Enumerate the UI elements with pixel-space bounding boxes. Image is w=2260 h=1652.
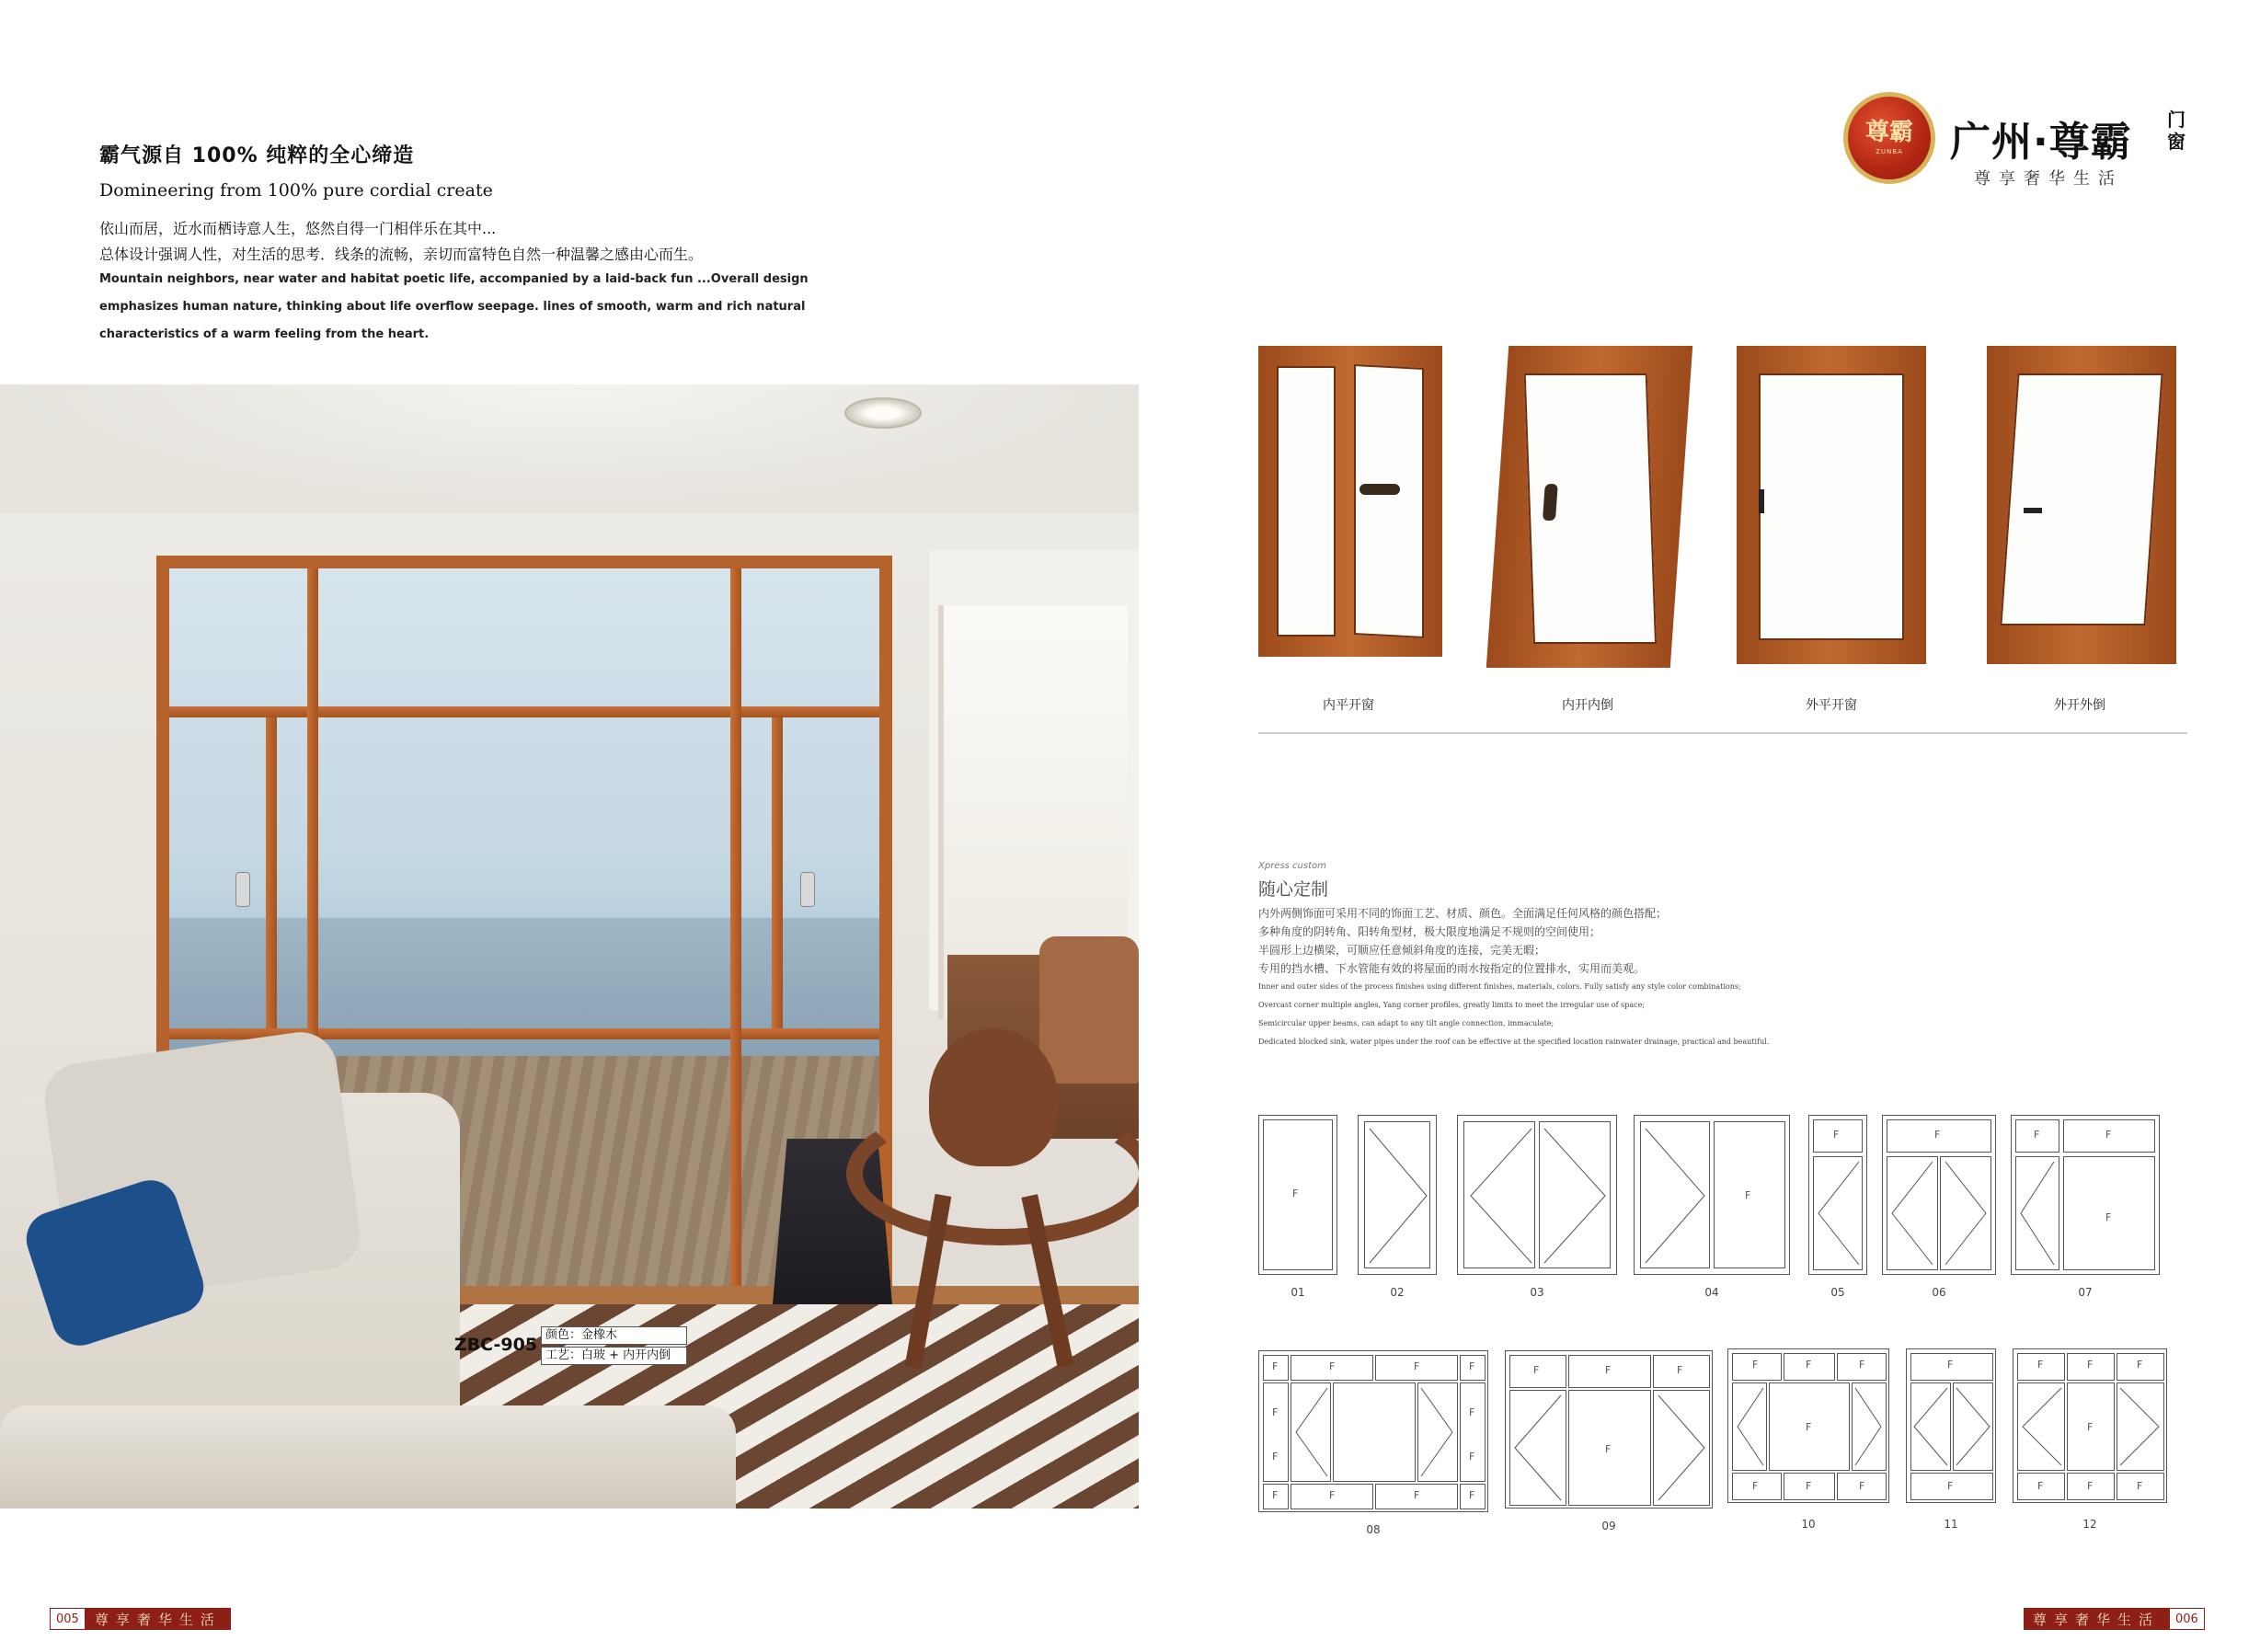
window-handle-right — [800, 872, 815, 907]
diagram-number: 10 — [1801, 1518, 1816, 1531]
handle-icon — [1759, 489, 1764, 513]
diagram-12 — [2013, 1348, 2167, 1503]
fixed-mark: F — [1272, 1451, 1279, 1463]
opening-arrow-icon — [1359, 1116, 1438, 1276]
fixed-mark: F — [1752, 1480, 1759, 1492]
diagram-number: 09 — [1601, 1520, 1616, 1532]
ceiling — [0, 384, 1139, 513]
divider — [1258, 732, 2187, 734]
fixed-mark: F — [1272, 1489, 1279, 1501]
diagram-number: 03 — [1530, 1286, 1544, 1299]
para-cn-1: 依山而居，近水而栖诗意人生，悠然自得一门相伴乐在其中... — [99, 220, 497, 237]
product-craft: 工艺：白玻 + 内开内倒 — [541, 1347, 687, 1365]
brand-seal-icon — [1843, 92, 1935, 184]
heading-en: Domineering from 100% pure cordial create — [99, 180, 493, 201]
diagram-number: 12 — [2082, 1518, 2097, 1531]
footer-slogan-left: 尊享奢华生活 — [94, 1611, 222, 1628]
product-color: 颜色：金橡木 — [541, 1326, 687, 1345]
fixed-mark: F — [1833, 1129, 1840, 1141]
fixed-mark: F — [2087, 1421, 2094, 1433]
opening-arrow-icon — [1458, 1116, 1618, 1276]
handle-icon — [2024, 508, 2042, 513]
diagram-number: 05 — [1830, 1286, 1845, 1299]
fixed-mark: F — [1469, 1489, 1475, 1501]
fixed-mark: F — [1469, 1406, 1475, 1418]
mullion-right — [730, 568, 741, 1286]
glass-pane — [1277, 366, 1336, 637]
leather-armchair — [1039, 936, 1139, 1084]
diagram-05 — [1808, 1115, 1867, 1275]
opening-arrow-icon — [1635, 1116, 1791, 1276]
diagram-number: 07 — [2078, 1286, 2093, 1299]
fixed-mark: F — [1414, 1360, 1420, 1372]
fixed-mark: F — [1605, 1443, 1612, 1455]
para-en-2: emphasizes human nature, thinking about life overflow seepage. lines of smooth, warm and rich natural — [99, 300, 806, 314]
diagram-09 — [1505, 1350, 1713, 1509]
glass-pane — [2000, 373, 2162, 625]
window-handle-left — [235, 872, 250, 907]
product-outward-casement — [1737, 346, 1926, 664]
opening-arrow-icon — [1259, 1351, 1489, 1513]
product-model: ZBC-905 — [453, 1335, 538, 1355]
diagram-03 — [1457, 1115, 1617, 1275]
handle-icon — [1359, 484, 1400, 495]
fixed-mark: F — [1605, 1364, 1612, 1376]
fixed-mark: F — [1745, 1189, 1751, 1201]
diagram-02 — [1358, 1115, 1437, 1275]
chair-arms — [846, 1102, 1139, 1245]
fixed-mark: F — [2105, 1129, 2112, 1141]
fixed-mark: F — [2137, 1359, 2143, 1371]
glass-pane — [1759, 373, 1904, 640]
brand-subtitle: 尊享奢华生活 — [1974, 169, 2123, 189]
fixed-mark: F — [1533, 1364, 1540, 1376]
brand-title: 广州·尊霸 — [1950, 119, 2132, 166]
fixed-mark: F — [1806, 1480, 1812, 1492]
custom-line-cn: 内外两侧饰面可采用不同的饰面工艺、材质、颜色。全面满足任何风格的颜色搭配； — [1258, 907, 1668, 920]
fixed-mark: F — [2087, 1359, 2094, 1371]
fixed-mark: F — [2105, 1211, 2112, 1223]
brand-seal-small: ZUNBA — [1876, 148, 1903, 155]
fixed-mark: F — [1859, 1359, 1865, 1371]
opening-arrow-icon — [2012, 1116, 2161, 1276]
custom-line-cn: 半圆形上边横梁，可顺应任意倾斜角度的连接，完美无暇； — [1258, 944, 1546, 957]
custom-line-en: Semicircular upper beams, can adapt to any tilt angle connection, immaculate; — [1258, 1019, 1554, 1027]
fixed-mark: F — [1677, 1364, 1683, 1376]
custom-line-en: Overcast corner multiple angles, Yang corner profiles, greatly limits to meet the irregular use of space; — [1258, 1001, 1645, 1009]
label-top-hung: 外开外倒 — [2054, 698, 2105, 713]
footer-left — [50, 1608, 231, 1630]
diagram-10 — [1727, 1348, 1889, 1503]
label-tilt-turn: 内开内倒 — [1562, 698, 1613, 713]
diagram-number: 04 — [1704, 1286, 1719, 1299]
diagram-07 — [2011, 1115, 2160, 1275]
diagram-01 — [1258, 1115, 1337, 1275]
transom-bar — [169, 706, 879, 717]
diagram-number: 08 — [1366, 1523, 1381, 1536]
fixed-mark: F — [1947, 1359, 1954, 1371]
product-tilt-turn — [1486, 346, 1692, 668]
product-inward-casement — [1258, 346, 1442, 657]
opening-arrow-icon — [1809, 1116, 1868, 1276]
custom-line-en: Dedicated blocked sink, water pipes under the roof can be effective at the specified location rainwater drainage, practical and beautiful. — [1258, 1038, 1770, 1046]
fixed-mark: F — [1934, 1129, 1941, 1141]
sofa-arm — [0, 1405, 736, 1509]
brand-side: 门窗 — [2167, 109, 2185, 153]
opening-arrow-icon — [1883, 1116, 1997, 1276]
diagram-number: 02 — [1390, 1286, 1405, 1299]
fixed-mark: F — [1272, 1360, 1279, 1372]
handle-icon — [1543, 484, 1558, 521]
footer-slogan-right: 尊享奢华生活 — [2033, 1611, 2161, 1628]
fixed-mark: F — [2087, 1480, 2094, 1492]
product-tag — [453, 1325, 687, 1369]
fixed-mark: F — [1414, 1489, 1420, 1501]
fixed-mark: F — [2037, 1480, 2044, 1492]
fixed-mark: F — [1806, 1421, 1812, 1433]
diagram-11 — [1906, 1348, 1996, 1503]
diagram-04 — [1634, 1115, 1790, 1275]
diagram-number: 11 — [1944, 1518, 1958, 1531]
sash-left — [266, 717, 277, 1028]
diagram-06 — [1882, 1115, 1996, 1275]
fixed-mark: F — [1947, 1480, 1954, 1492]
page-number-left: 005 — [50, 1608, 86, 1630]
para-en-1: Mountain neighbors, near water and habitat poetic life, accompanied by a laid-back fun ...Overall design — [99, 272, 809, 286]
para-en-3: characteristics of a warm feeling from the heart. — [99, 327, 430, 341]
fixed-mark: F — [1469, 1451, 1475, 1463]
diagram-08 — [1258, 1350, 1488, 1512]
fixed-mark: F — [1806, 1359, 1812, 1371]
page-number-right: 006 — [2169, 1608, 2205, 1630]
sash-right — [772, 717, 783, 1028]
custom-line-cn: 专用的挡水槽、下水管能有效的将屋面的雨水按指定的位置排水，实用而美观。 — [1258, 962, 1646, 975]
glass-pane — [1354, 364, 1424, 638]
product-top-hung — [1987, 346, 2176, 664]
custom-line-cn: 多种角度的阴转角、阳转角型材，极大限度地满足不规则的空间使用； — [1258, 925, 1601, 938]
fixed-mark: F — [2037, 1359, 2044, 1371]
fixed-mark: F — [1329, 1489, 1336, 1501]
diagram-number: 06 — [1932, 1286, 1946, 1299]
custom-title-cn: 随心定制 — [1258, 879, 1329, 900]
custom-title-en: Xpress custom — [1258, 861, 1326, 871]
fixed-mark: F — [2137, 1480, 2143, 1492]
fixed-mark: F — [1752, 1359, 1759, 1371]
fixed-mark: F — [1859, 1480, 1865, 1492]
custom-line-en: Inner and outer sides of the process finishes using different finishes, materials, colors. Fully satisfy any style color combinations; — [1258, 982, 1741, 991]
diagram-number: 01 — [1291, 1286, 1305, 1299]
fixed-mark: F — [1292, 1187, 1299, 1199]
ceiling-light — [844, 397, 922, 429]
heading-cn: 霸气源自 100% 纯粹的全心缔造 — [99, 144, 415, 167]
label-outward-casement: 外平开窗 — [1806, 698, 1857, 713]
footer-right — [2024, 1608, 2205, 1630]
fixed-mark: F — [1329, 1360, 1336, 1372]
para-cn-2: 总体设计强调人性，对生活的思考．线条的流畅，亲切而富特色自然一种温馨之感由心而生。 — [99, 246, 704, 263]
label-inward-casement: 内平开窗 — [1323, 698, 1374, 713]
fixed-mark: F — [1469, 1360, 1475, 1372]
fixed-mark: F — [2034, 1129, 2040, 1141]
fixed-mark: F — [1272, 1406, 1279, 1418]
brand-seal-text: 尊霸 — [1864, 119, 1913, 146]
